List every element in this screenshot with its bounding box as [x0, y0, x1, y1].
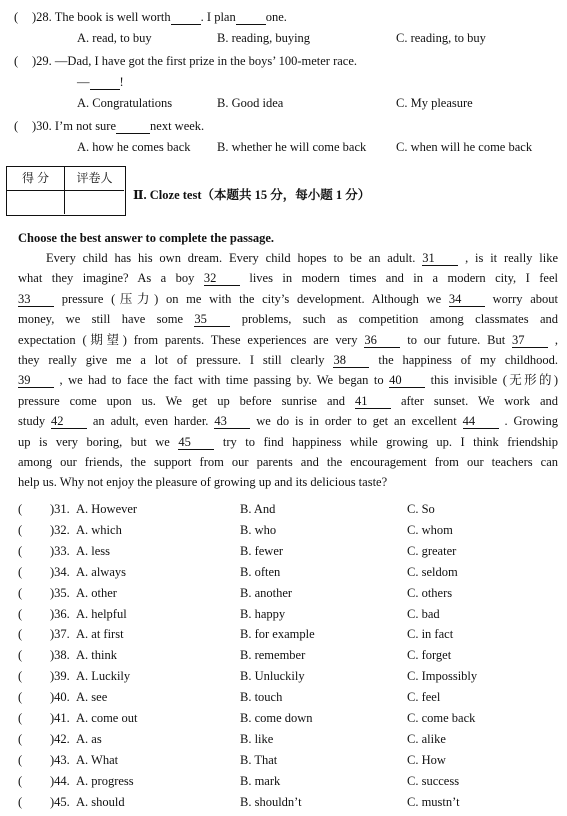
passage-line	[18, 370, 558, 390]
option-c[interactable]: C. My pleasure	[396, 96, 473, 110]
option-b[interactable]: B. come down	[240, 711, 313, 725]
option-a[interactable]: A. at first	[76, 627, 124, 642]
option-c[interactable]: C. So	[407, 502, 435, 516]
question-stem: The book is well worth	[54, 10, 171, 24]
option-b[interactable]: B. happy	[240, 606, 286, 621]
question-number: )30.	[32, 119, 52, 133]
passage-line	[18, 350, 558, 370]
passage-text: to our future. But	[400, 332, 513, 347]
passage-text: problems, such as competition among classmates and	[230, 312, 558, 327]
passage-line	[18, 411, 558, 431]
option-b[interactable]: B. That	[240, 752, 278, 767]
passage-text: ,	[548, 332, 558, 347]
answer-paren[interactable]: (	[18, 627, 23, 642]
answer-paren[interactable]: (	[18, 543, 23, 558]
cloze-blank[interactable]: 38	[333, 354, 369, 368]
question-stem: —Dad, I have got the first prize in the boys’ 100-meter race.	[54, 54, 358, 68]
passage-text: this invisible (无形的)	[425, 373, 558, 388]
passage-line	[18, 309, 558, 329]
question-number: )44.	[50, 773, 70, 788]
option-b[interactable]: B. another	[240, 585, 293, 600]
option-a[interactable]: A. Luckily	[76, 669, 131, 684]
answer-paren[interactable]: (	[18, 711, 23, 725]
question-number: )39.	[50, 669, 70, 684]
answer-paren[interactable]: (	[18, 690, 23, 705]
passage-text: try to find happiness while growing up. I think friendship	[214, 434, 558, 449]
passage-text: Every child has his own dream. Every child hopes to be an adult.	[46, 251, 423, 265]
option-b[interactable]: B. often	[240, 564, 281, 579]
passage-line	[18, 452, 558, 472]
cloze-passage	[18, 248, 558, 493]
option-b[interactable]: B. for example	[240, 627, 315, 642]
cloze-blank[interactable]: 31	[422, 252, 458, 266]
answer-line: — !	[77, 75, 124, 89]
grader-label: 评卷人	[65, 167, 124, 191]
question-number: )35.	[50, 585, 70, 600]
option-c[interactable]: C. How	[407, 752, 446, 767]
score-box[interactable]	[7, 191, 65, 214]
option-b[interactable]: B. shouldn’t	[240, 794, 302, 809]
passage-text: worry about	[484, 291, 558, 306]
option-a[interactable]: A. other	[76, 585, 117, 600]
passage-text: lives in modern times and in a modern city, I feel	[239, 271, 558, 286]
question-number: )33.	[50, 543, 70, 558]
option-b[interactable]: B. reading, buying	[217, 31, 311, 45]
question-number: )28.	[32, 10, 52, 24]
question-number: )37.	[50, 627, 70, 642]
option-a[interactable]: A. come out	[76, 711, 138, 725]
option-c[interactable]: C. success	[407, 773, 460, 788]
passage-text: they really give me a lot of pressure. I still clearly	[18, 352, 334, 367]
passage-text: help us. Why not enjoy the pleasure of growing up and its delicious taste?	[18, 475, 388, 490]
option-a[interactable]: A. always	[76, 564, 126, 579]
option-b[interactable]: B. who	[240, 522, 277, 537]
answer-blank[interactable]	[236, 11, 266, 25]
option-c[interactable]: C. forget	[407, 648, 452, 663]
cloze-blank[interactable]: 42	[51, 415, 87, 429]
option-a[interactable]: A. Congratulations	[77, 96, 173, 110]
option-b[interactable]: B. like	[240, 731, 274, 746]
question-stem: one.	[265, 10, 287, 24]
passage-text: we do is in order to get an excellent	[250, 414, 463, 429]
option-c[interactable]: C. whom	[407, 522, 453, 537]
answer-blank[interactable]	[90, 76, 120, 90]
option-a[interactable]: A. which	[76, 522, 122, 537]
instruction: Choose the best answer to complete the passage.	[18, 231, 274, 245]
score-table	[6, 166, 126, 216]
answer-paren[interactable]: (	[18, 752, 23, 767]
question-number: )41.	[50, 711, 70, 725]
question-number: )38.	[50, 648, 70, 663]
option-c[interactable]: C. feel	[407, 690, 441, 705]
option-b[interactable]: B. Unluckily	[240, 669, 305, 684]
cloze-blank[interactable]: 43	[214, 415, 250, 429]
question-29	[14, 53, 357, 69]
option-c[interactable]: C. in fact	[407, 627, 454, 642]
option-c[interactable]: C. come back	[407, 711, 476, 725]
option-b[interactable]: B. fewer	[240, 543, 284, 558]
option-c[interactable]: C. mustn’t	[407, 794, 460, 809]
answer-blank[interactable]	[116, 120, 150, 134]
passage-line	[18, 432, 558, 452]
question-28	[14, 9, 287, 25]
option-b[interactable]: B. And	[240, 502, 276, 516]
passage-text: , we had to face the fact with time passing by. We began to	[54, 373, 390, 388]
question-number: )36.	[50, 606, 70, 621]
answer-paren[interactable]: (	[18, 669, 23, 684]
passage-text: the happiness of my childhood.	[369, 352, 558, 367]
score-label: 得 分	[7, 167, 65, 191]
option-c[interactable]: C. greater	[407, 543, 457, 558]
option-a[interactable]: A. progress	[76, 773, 134, 788]
option-a[interactable]: A. read, to buy	[77, 31, 152, 45]
question-number: )29.	[32, 54, 52, 68]
option-b[interactable]: B. whether he will come back	[217, 140, 367, 154]
passage-line	[18, 330, 558, 350]
passage-text: pressure (压力) on me with the city’s development. Although we	[54, 291, 449, 306]
option-a[interactable]: A. should	[76, 794, 125, 809]
question-number: )31.	[50, 502, 70, 516]
option-a[interactable]: A. as	[76, 731, 102, 746]
answer-paren[interactable]: (	[18, 794, 23, 809]
question-number: )42.	[50, 731, 70, 746]
passage-line	[18, 268, 558, 288]
option-c[interactable]: C. others	[407, 585, 453, 600]
answer-paren[interactable]: (	[14, 10, 19, 24]
option-c[interactable]: C. reading, to buy	[396, 31, 486, 45]
section-title: Ⅱ. Cloze test（本题共 15 分，每小题 1 分）	[133, 188, 371, 202]
option-a[interactable]: A. see	[76, 690, 108, 705]
option-c[interactable]: C. Impossibly	[407, 669, 478, 684]
option-a[interactable]: A. less	[76, 543, 111, 558]
passage-text: money, we still have some	[18, 312, 195, 327]
question-number: )43.	[50, 752, 70, 767]
option-c[interactable]: C. alike	[407, 731, 446, 746]
question-stem: I’m not sure	[54, 119, 117, 133]
cloze-blank[interactable]: 34	[449, 293, 485, 307]
option-b[interactable]: B. mark	[240, 773, 281, 788]
passage-line	[18, 289, 558, 309]
passage-text: after sunset. We work and	[390, 393, 558, 408]
cloze-blank[interactable]: 41	[355, 395, 391, 409]
question-stem: . I plan	[200, 10, 236, 24]
answer-paren[interactable]: (	[18, 564, 23, 579]
answer-paren[interactable]: (	[18, 731, 23, 746]
question-number: )32.	[50, 522, 70, 537]
cloze-blank[interactable]: 45	[178, 436, 214, 450]
option-a[interactable]: A. think	[76, 648, 117, 663]
passage-line	[18, 391, 558, 411]
passage-text: an adult, even harder.	[86, 414, 215, 429]
answer-paren[interactable]: (	[14, 54, 19, 68]
option-b[interactable]: B. touch	[240, 690, 283, 705]
cloze-blank[interactable]: 37	[512, 334, 548, 348]
passage-text: expectation (期望) from parents. These experiences are very	[18, 332, 365, 347]
question-number: )34.	[50, 564, 70, 579]
answer-paren[interactable]: (	[18, 585, 23, 600]
answer-blank[interactable]	[171, 11, 201, 25]
option-c[interactable]: C. seldom	[407, 564, 458, 579]
question-number: )40.	[50, 690, 70, 705]
cloze-blank[interactable]: 33	[18, 293, 54, 307]
option-a[interactable]: A. helpful	[76, 606, 127, 621]
grader-box[interactable]	[65, 191, 124, 214]
answer-paren[interactable]: (	[18, 648, 23, 663]
answer-paren[interactable]: (	[18, 606, 23, 621]
option-a[interactable]: A. how he comes back	[77, 140, 191, 154]
option-b[interactable]: B. remember	[240, 648, 306, 663]
cloze-blank[interactable]: 36	[364, 334, 400, 348]
cloze-blank[interactable]: 35	[194, 313, 230, 327]
passage-line	[18, 248, 558, 268]
option-c[interactable]: C. bad	[407, 606, 440, 621]
passage-text: pressure come upon us. We get up before sunrise and	[18, 393, 355, 408]
question-number: )45.	[50, 794, 70, 809]
cloze-blank[interactable]: 39	[18, 374, 54, 388]
answer-paren[interactable]: (	[18, 502, 23, 516]
passage-line	[18, 472, 558, 492]
option-a[interactable]: A. What	[76, 752, 119, 767]
passage-text: , is it really like	[458, 251, 558, 265]
passage-text: up is very boring, but we	[18, 434, 179, 449]
option-c[interactable]: C. when will he come back	[396, 140, 533, 154]
cloze-blank[interactable]: 40	[389, 374, 425, 388]
question-30	[14, 118, 204, 134]
option-b[interactable]: B. Good idea	[217, 96, 284, 110]
answer-paren[interactable]: (	[18, 522, 23, 537]
passage-text: . Growing	[498, 414, 558, 429]
cloze-blank[interactable]: 32	[204, 272, 240, 286]
passage-text: among our friends, the support from our parents and the encouragement from our teachers can	[18, 454, 558, 469]
answer-paren[interactable]: (	[18, 773, 23, 788]
passage-text: study	[18, 414, 51, 429]
option-a[interactable]: A. However	[76, 502, 138, 516]
answer-paren[interactable]: (	[14, 119, 19, 133]
question-stem: next week.	[150, 119, 205, 133]
cloze-blank[interactable]: 44	[463, 415, 499, 429]
passage-text: what they imagine? As a boy	[18, 271, 204, 286]
